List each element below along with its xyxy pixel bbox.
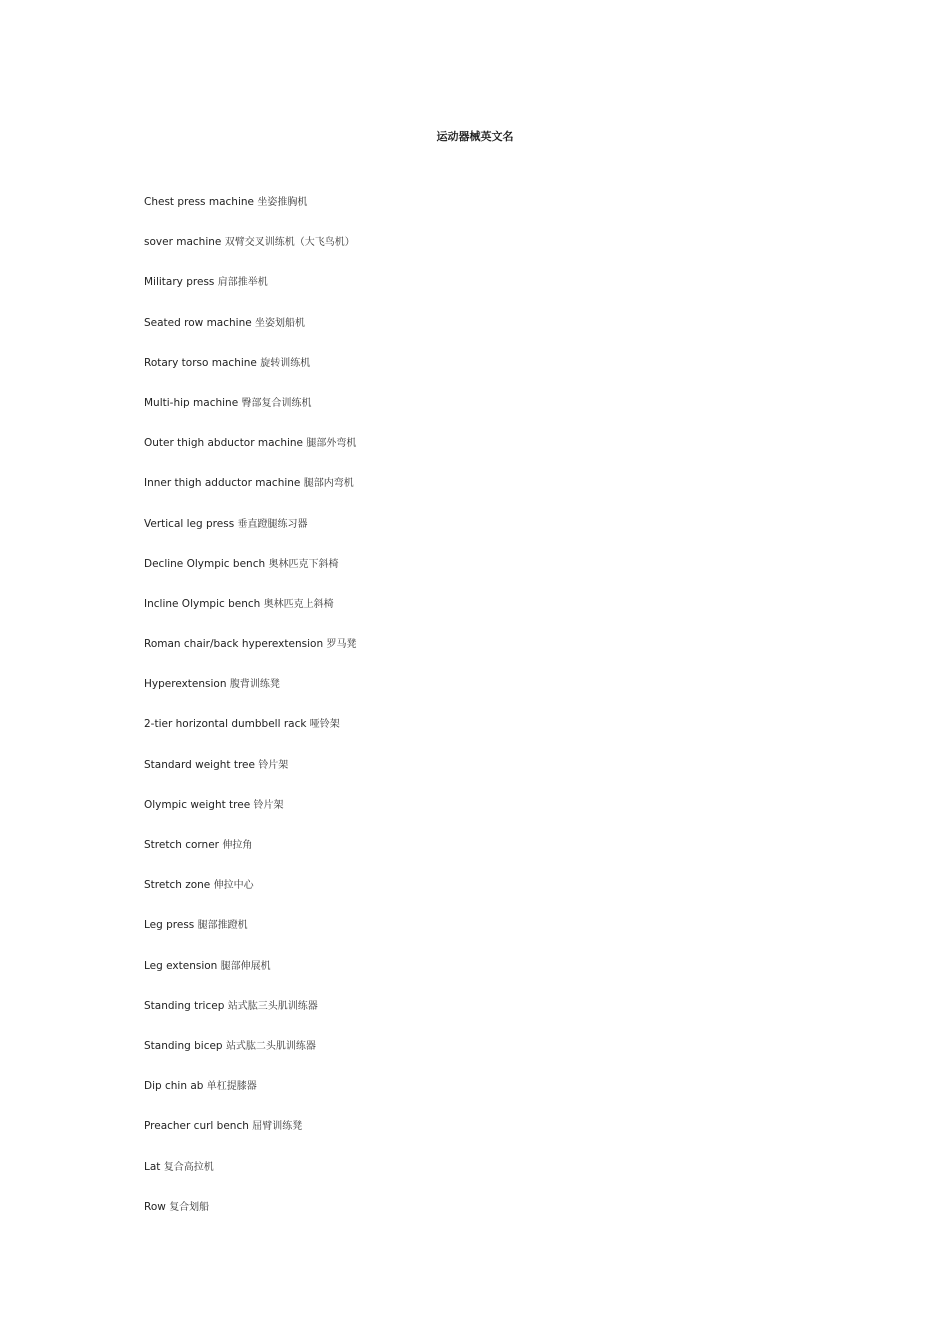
term-english: sover machine xyxy=(144,236,222,249)
term-chinese: 腿部外弯机 xyxy=(306,438,357,450)
term-english: Standard weight tree xyxy=(144,758,255,771)
term-item xyxy=(144,556,356,596)
term-chinese: 伸拉中心 xyxy=(213,880,254,892)
term-english: Standing tricep xyxy=(144,999,225,1012)
term-item xyxy=(144,757,356,797)
term-chinese: 复合划船 xyxy=(169,1201,210,1213)
term-english: Incline Olympic bench xyxy=(144,597,261,610)
term-chinese: 罗马凳 xyxy=(326,639,357,651)
term-english: Leg press xyxy=(144,919,195,932)
term-chinese: 垂直蹬腿练习器 xyxy=(237,518,308,530)
term-chinese: 屈臂训练凳 xyxy=(252,1121,303,1133)
term-item xyxy=(144,797,356,837)
term-chinese: 腹背训练凳 xyxy=(229,679,280,691)
term-english: Rotary torso machine xyxy=(144,356,257,369)
term-chinese: 伸拉角 xyxy=(222,840,253,851)
term-chinese: 肩部推举机 xyxy=(217,277,268,289)
term-chinese: 铃片架 xyxy=(253,799,284,811)
term-chinese: 腿部内弯机 xyxy=(303,478,354,490)
term-chinese: 腿部推蹬机 xyxy=(197,920,248,932)
term-item xyxy=(144,716,356,756)
term-chinese: 复合高拉机 xyxy=(163,1161,214,1173)
term-chinese: 坐姿推胸机 xyxy=(257,197,308,208)
term-chinese: 坐姿划船机 xyxy=(255,317,306,329)
term-english: Olympic weight tree xyxy=(144,798,251,811)
term-item xyxy=(144,877,356,917)
term-item xyxy=(144,998,356,1038)
term-english: Vertical leg press xyxy=(144,517,235,530)
term-english: Standing bicep xyxy=(144,1039,223,1052)
term-english: Chest press machine xyxy=(144,196,254,208)
term-item xyxy=(144,1038,356,1078)
term-item xyxy=(144,676,356,716)
term-english: Leg extension xyxy=(144,959,218,972)
term-item xyxy=(144,636,356,676)
term-item xyxy=(144,837,356,877)
term-english: Outer thigh abductor machine xyxy=(144,437,304,450)
term-item xyxy=(144,516,356,556)
term-item xyxy=(144,475,356,515)
term-english: Roman chair/back hyperextension xyxy=(144,638,324,651)
term-english: Inner thigh adductor machine xyxy=(144,477,301,490)
term-english: Multi-hip machine xyxy=(144,396,239,409)
term-english: Stretch corner xyxy=(144,839,219,851)
term-item xyxy=(144,355,356,395)
term-english: Hyperextension xyxy=(144,678,227,691)
term-item xyxy=(144,274,356,314)
term-chinese: 双臂交叉训练机（大飞鸟机） xyxy=(224,237,355,249)
term-chinese: 哑铃架 xyxy=(309,719,340,731)
term-chinese: 站式肱三头肌训练器 xyxy=(227,1000,318,1012)
term-english: Stretch zone xyxy=(144,879,211,892)
term-chinese: 臀部复合训练机 xyxy=(241,397,312,409)
term-english: Military press xyxy=(144,276,215,289)
term-item xyxy=(144,1159,356,1199)
term-english: Decline Olympic bench xyxy=(144,557,266,570)
term-chinese: 铃片架 xyxy=(258,759,289,771)
term-item xyxy=(144,435,356,475)
term-english: Seated row machine xyxy=(144,316,252,329)
term-english: Dip chin ab xyxy=(144,1080,204,1093)
term-item xyxy=(144,596,356,636)
document-title: 运动器械英文名 xyxy=(436,130,514,143)
term-chinese: 腿部伸展机 xyxy=(220,960,271,972)
term-item xyxy=(144,1199,356,1239)
term-english: Preacher curl bench xyxy=(144,1120,249,1133)
term-item xyxy=(144,234,356,274)
term-item xyxy=(144,395,356,435)
term-chinese: 旋转训练机 xyxy=(260,357,311,369)
term-item xyxy=(144,1078,356,1118)
term-item xyxy=(144,1118,356,1158)
equipment-term-list xyxy=(144,194,356,1239)
term-english: Lat xyxy=(144,1160,161,1173)
term-item xyxy=(144,917,356,957)
term-chinese: 单杠提膝器 xyxy=(206,1081,257,1093)
term-chinese: 奥林匹克下斜椅 xyxy=(268,558,339,570)
term-english: Row xyxy=(144,1200,166,1213)
term-chinese: 奥林匹克上斜椅 xyxy=(263,598,334,610)
term-item xyxy=(144,315,356,355)
term-item xyxy=(144,194,356,234)
term-item xyxy=(144,958,356,998)
term-english: 2-tier horizontal dumbbell rack xyxy=(144,718,307,731)
term-chinese: 站式肱二头肌训练器 xyxy=(225,1040,316,1052)
